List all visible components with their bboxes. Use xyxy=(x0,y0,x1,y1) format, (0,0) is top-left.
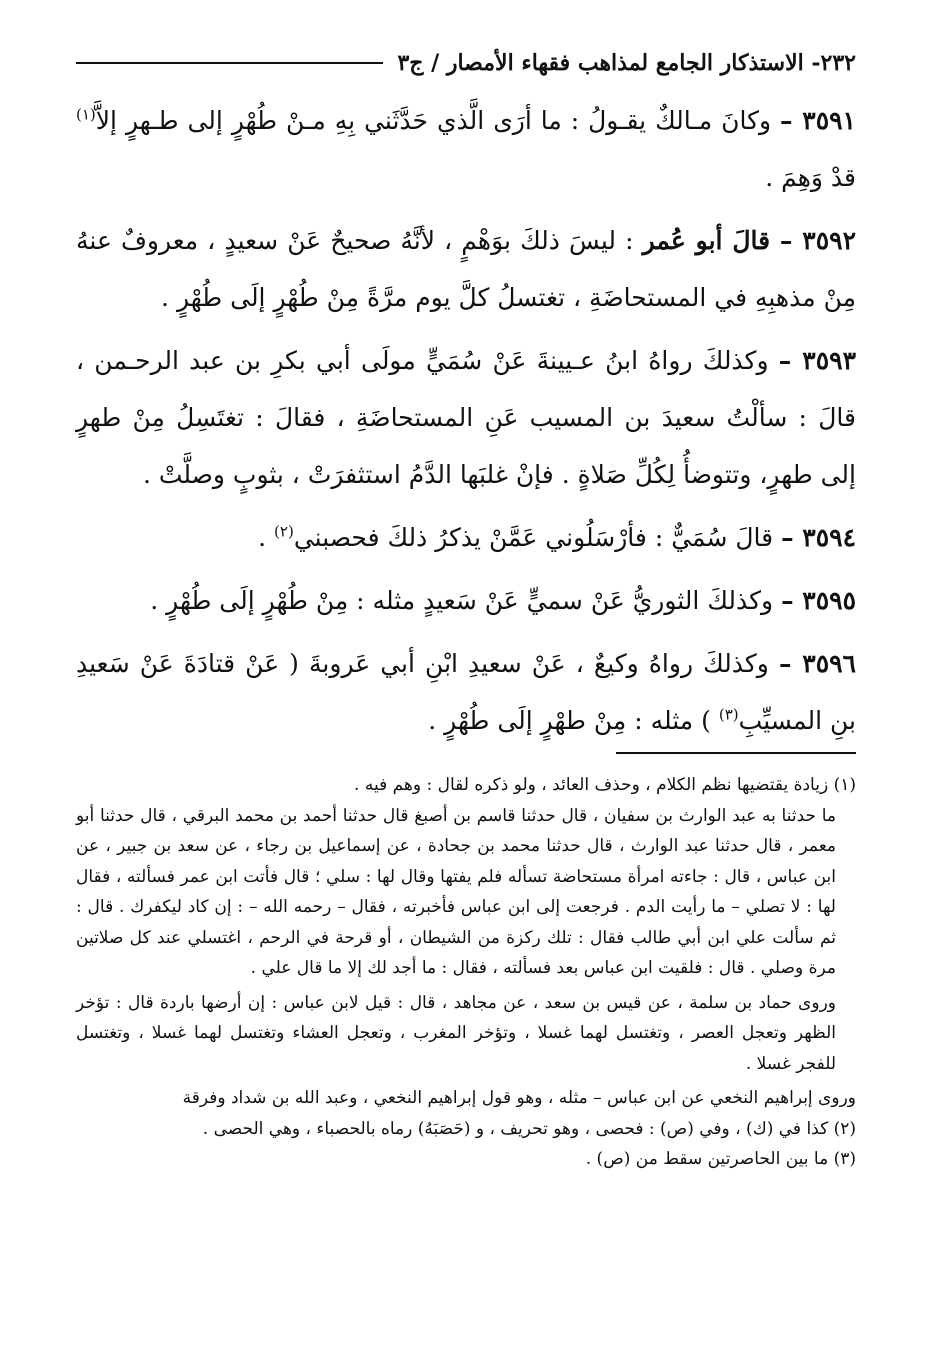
footnote-1: (١) زيادة يقتضيها نظم الكلام ، وحذف العائد ، ولو ذكره لقال : وهم فيه . xyxy=(354,775,856,795)
footnote-3: (٣) ما بين الحاصرتين سقط من (ص) . xyxy=(585,1149,856,1169)
footnote-ref-3[interactable]: (٣) xyxy=(718,705,739,724)
footnote-1-narration-1: ما حدثنا به عبد الوارث بن سفيان ، قال حدثنا قاسم بن أصبغ قال حدثنا أحمد بن محمد البرقي ، قال حدثنا أبو معمر ، قال حدثنا عبد الوارث ، قال حدثنا محمد بن جحادة ، عن إسماعيل بن رجاء ، عن سعد بن جبير ، عن ابن عباس ، قال : جاءته امرأة مستحاضة تسأله فلم يفتها وقال لها : سلي ؛ قال فأتت ابن عمر فسألته ، فقال لها : لا تصلي – ما رأيت الدم . فرجعت إلى ابن عباس فأخبرته ، فقال – رحمه الله – : إن كاد ليكفرك . قال : ثم سألت علي ابن أبي طالب فقال : تلك ركزة من الشيطان ، أو قرحة في الرحم ، اغتسلي عند كل صلاتين مرة وصلي . قال : فلقيت ابن عباس بعد فسألته ، فقال : ما أجد لك إلا ما قال علي . xyxy=(76,805,836,978)
main-text xyxy=(76,92,856,755)
paragraph-text: قالَ سُمَيٌّ : فأرْسَلُوني عَمَّنْ يذكرُ ذلكَ فحصبني xyxy=(293,523,782,552)
paragraph-text: وكذلكَ الثوريُّ عَنْ سميٍّ عَنْ سَعيدٍ مثله : مِنْ طُهْرٍ إلَى طُهْرٍ . xyxy=(150,586,782,615)
paragraph-number: ٣٥٩٥ – xyxy=(781,586,856,615)
paragraph-number: ٣٥٩١ – xyxy=(780,106,856,135)
footnotes xyxy=(76,770,856,1175)
paragraph-number: ٣٥٩٤ – xyxy=(781,523,856,552)
paragraph-text: وكانَ مـالكٌ يقـولُ : ما أرَى الَّذي حَدَّثَني بِهِ مـنْ طُهْرٍ إلى طـهرٍ إلاَّ xyxy=(95,106,781,135)
paragraph-3595 xyxy=(76,572,856,629)
footnote-1-narration-2: وروى حماد بن سلمة ، عن قيس بن سعد ، عن مجاهد ، قال : قيل لابن عباس : إن أرضها باردة قال : تؤخر الظهر وتعجل العصر ، وتغتسل لهما غسلا ، وتؤخر المغرب ، وتعجل العشاء وتغتسل لهما غسلا ، وتغتسل للفجر غسلا . xyxy=(76,992,836,1074)
paragraph-3594 xyxy=(76,509,856,566)
speaker-name: قالَ أبو عُمر xyxy=(642,226,780,255)
paragraph-text: وكذلكَ رواهُ ابنُ عـيينةَ عَنْ سُمَيٍّ مولَى أبي بكرِ بن عبد الرحـمن ، قالَ : سألْتُ سعيدَ بن المسيب عَنِ المستحاضَةِ ، فقالَ : تغتَسِلُ مِنْ طهرٍ إلى طهرٍ، وتتوضأُ لِكُلِّ صَلاةٍ . فإنْ غلبَها الدَّمُ استثفرَتْ ، بثوبٍ وصلَّتْ . xyxy=(76,346,856,489)
paragraph-3591 xyxy=(76,92,856,206)
paragraph-text: وكذلكَ رواهُ وكيعٌ ، عَنْ سعيدِ ابْنِ أبي عَروبةَ ( عَنْ قتادَةَ عَنْ سَعيدِ بنِ المسيِّبِ xyxy=(76,649,856,735)
header-rule xyxy=(76,62,383,64)
paragraph-3593 xyxy=(76,332,856,503)
paragraph-text: ) مثله : مِنْ طهْرٍ إلَى طُهْرٍ . xyxy=(428,706,719,735)
paragraph-number: ٣٥٩٣ – xyxy=(778,346,856,375)
paragraph-text: : ليسَ ذلكَ بوَهْمٍ ، لأنَّهُ صحيحٌ عَنْ سعيدٍ ، معروفٌ عنهُ مِنْ مذهبِهِ في المستحاضَةِ ، تغتسلُ كلَّ يوم مرَّةً مِنْ طُهْرٍ إلَى طُهْرٍ . xyxy=(76,226,856,312)
footnote-separator xyxy=(616,752,856,754)
footnote-ref-2[interactable]: (٢) xyxy=(274,522,294,541)
header-title: ٢٣٢- الاستذكار الجامع لمذاهب فقهاء الأمصار / ج٣ xyxy=(397,50,856,76)
paragraph-number: ٣٥٩٦ – xyxy=(778,649,856,678)
footnote-1-narration-3: وروى إبراهيم النخعي عن ابن عباس – مثله ، وهو قول إبراهيم النخعي ، وعبد الله بن شداد وفرقة xyxy=(182,1088,856,1108)
footnote-2: (٢) كذا في (ك) ، وفي (ص) : فحصى ، وهو تحريف ، و (حَصَبَهُ) رماه بالحصباء ، وهي الحصى . xyxy=(202,1118,856,1139)
footnote-ref-1[interactable]: (١) xyxy=(76,105,96,124)
paragraph-number: ٣٥٩٢ – xyxy=(779,226,856,255)
paragraph-3592 xyxy=(76,212,856,326)
paragraph-3596 xyxy=(76,635,856,749)
paragraph-text: . xyxy=(258,523,275,552)
running-header xyxy=(76,48,856,78)
paragraph-text: قدْ وَهِمَ . xyxy=(765,163,856,192)
